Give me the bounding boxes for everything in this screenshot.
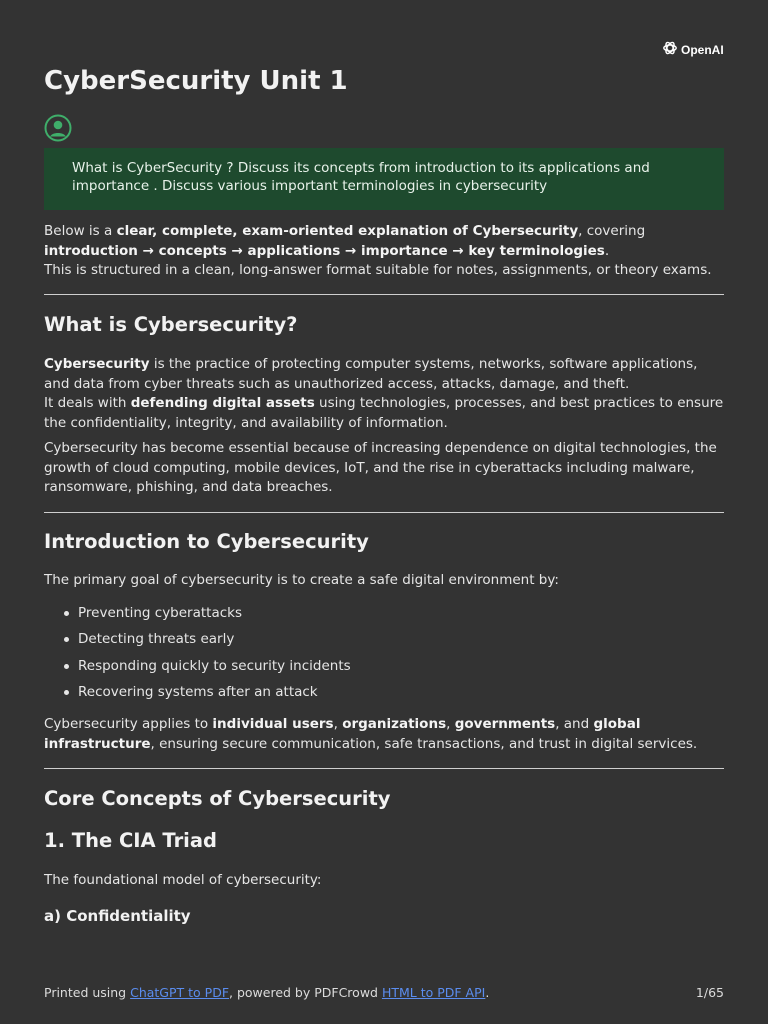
footer-text: , powered by PDFCrowd [229,985,382,1000]
list-item: Recovering systems after an attack [44,681,351,707]
intro-text: . [604,242,610,259]
subsection-heading-cia-triad: 1. The CIA Triad [44,829,217,852]
list-item: Responding quickly to security incidents [44,655,351,681]
scope-text: , [446,716,455,732]
intro-text: Below is a [44,223,117,239]
openai-logo [662,40,724,59]
intro-bold: introduction → concepts → applications → importance → key terminologies [44,242,605,259]
goal-list [44,602,351,707]
definition-paragraph [44,355,724,433]
scope-text: , [333,716,343,732]
section-heading-core-concepts: Core Concepts of Cybersecurity [44,787,391,810]
page-number: 1/65 [695,985,724,1000]
scope-bold: individual users [212,716,334,732]
user-avatar-icon [44,114,72,142]
definition-bold: Cybersecurity [44,356,150,372]
divider [44,768,724,769]
definition-bold: defending digital assets [130,395,315,411]
confidentiality-heading: a) Confidentiality [44,907,191,925]
definition-text: using technologies, processes, and best practices to ensure the confidentiality, integrity, and availability of information. [44,395,724,431]
list-item: Preventing cyberattacks [44,602,351,628]
list-item: Detecting threats early [44,628,351,654]
footer-text: Printed using [44,985,131,1000]
footer-text: . [485,985,490,1000]
scope-text: Cybersecurity applies to [44,716,213,732]
user-prompt-box [44,148,724,210]
divider [44,294,724,295]
intro-bold: clear, complete, exam-oriented explanation of Cybersecurity [116,223,579,239]
scope-bold: global infrastructure [44,716,641,752]
scope-text: , ensuring secure communication, safe transactions, and trust in digital services. [150,735,698,752]
definition-text: is the practice of protecting computer systems, networks, software applications, and data from cyber threats such as unauthorized access, attacks, damage, and theft. [44,356,698,392]
cia-lead-paragraph: The foundational model of cybersecurity: [44,872,322,888]
chatgpt-to-pdf-link[interactable]: ChatGPT to PDF [130,985,230,1000]
user-prompt-text: What is CyberSecurity ? Discuss its concepts from introduction to its applications and importance . Discuss various important terminologies in cybersecurity [72,160,650,194]
definition-text: It deals with [44,395,131,411]
intro-text: This is structured in a clean, long-answer format suitable for notes, assignments, or theory exams. [44,262,712,278]
section-heading-introduction: Introduction to Cybersecurity [44,530,369,553]
page-footer [44,985,724,1000]
openai-wordmark: OpenAI [681,42,724,57]
intro-paragraph [44,222,724,281]
divider [44,512,724,513]
importance-paragraph: Cybersecurity has become essential because of increasing dependence on digital technologies, the growth of cloud computing, mobile devices, IoT, and the rise in cyberattacks including malware, ransomware, phishing, and data breaches. [44,440,717,495]
scope-text: , and [555,716,594,732]
page-title: CyberSecurity Unit 1 [44,66,348,96]
section-heading-what-is: What is Cybersecurity? [44,313,298,336]
scope-bold: organizations [342,716,447,732]
html-to-pdf-api-link[interactable]: HTML to PDF API [381,985,486,1000]
scope-bold: governments [454,716,556,732]
openai-logo-icon [662,40,678,59]
scope-paragraph [44,715,724,754]
goal-paragraph: The primary goal of cybersecurity is to create a safe digital environment by: [44,572,559,588]
intro-text: , covering [578,223,646,239]
